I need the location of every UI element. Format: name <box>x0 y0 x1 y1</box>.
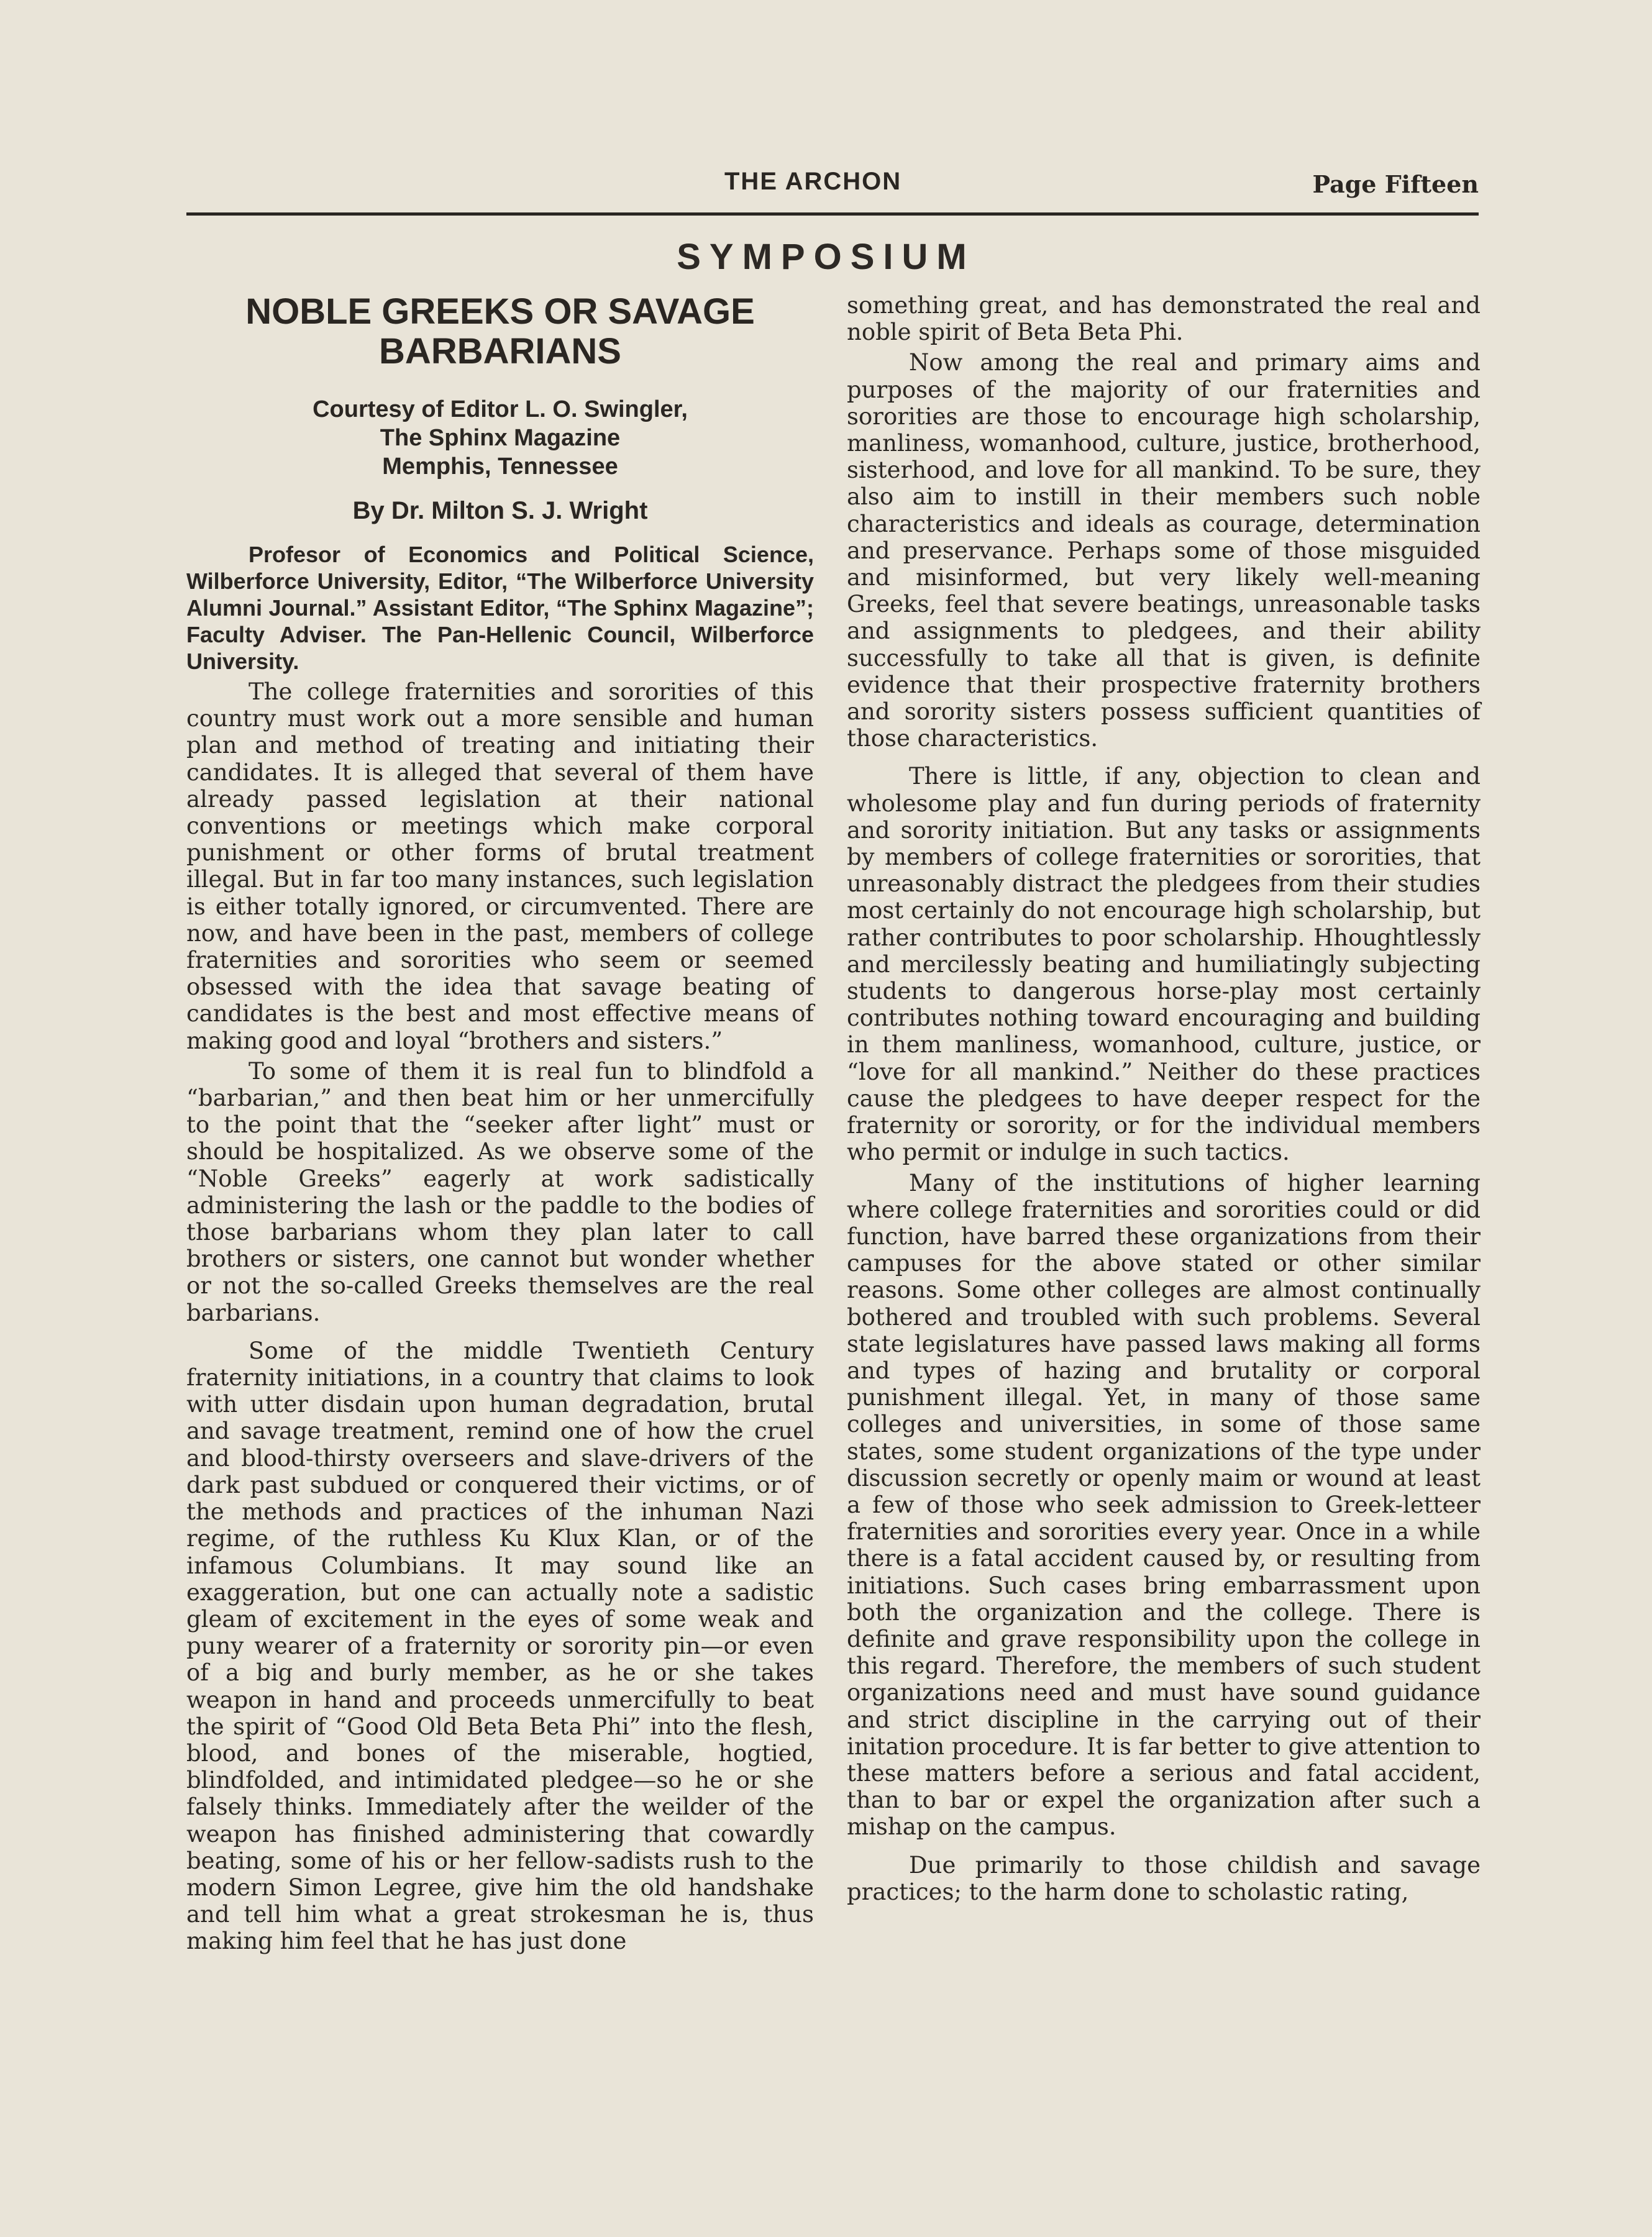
section-title: SYMPOSIUM <box>677 237 975 277</box>
article-title: NOBLE GREEKS OR SAVAGE BARBARIANS <box>245 291 755 371</box>
body-paragraph: Some of the middle Twentieth Century fraternity initiations, in a country that claims to look with utter disdain upon human degradation, brutal and savage treatment, remind one of how the cruel and blood-thirsty overseers and slave-drivers of the dark past subdued or conquered their victims, or of the methods and practices of the inhuman Nazi regime, of the ruthless Ku Klux Klan, or of the infamous Columbians. It may sound like an exaggeration, but one can actually note a sadistic gleam of excitement in the eyes of some weak and puny wearer of a fraternity or sorority pin—or even of a big and burly member, as he or she takes weapon in hand and proceeds unmercifully to beat the spirit of “Good Old Beta Beta Phi” into the flesh, blood, and bones of the miserable, hogtied, blindfolded, and intimidated pledgee—so he or she falsely thinks. Immediately after the weilder of the weapon has finished administering that cowardly beating, some of his or her fellow-sadists rush to the modern Simon Legree, give him the old handshake and tell him what a great strokesman he is, thus making him feel that he has just done <box>186 1337 814 1955</box>
body-paragraph: The college fraternities and sororities of this country must work out a more sensible and human plan and method of treating and initiating their candidates. It is alleged that several of them have already passed legislation at their national conventions or meetings which make corporal punishment or other forms of brutal treatment illegal. But in far too many instances, such legislation is either totally ignored, or circumvented. There are now, and have been in the past, members of college fraternities and sororities who seem or seemed obsessed with the idea that savage beating of candidates is the best and most effective means of making good and loyal “brothers and sisters.” <box>186 678 814 1054</box>
credit-block <box>186 395 814 481</box>
body-paragraph: To some of them it is real fun to blindfold a “barbarian,” and then beat him or her unmercifully to the point that the “seeker after light” must or should be hospitalized. As we observe some of the “Noble Greeks” eagerly at work sadistically administering the lash or the paddle to the bodies of those barbarians whom they plan later to call brothers or sisters, one cannot but wonder whether or not the so-called Greeks themselves are the real barbarians. <box>186 1057 814 1326</box>
credit-line: Courtesy of Editor L. O. Swingler, <box>313 396 688 422</box>
author-bio: Profesor of Economics and Political Science, Wilberforce University, Editor, “The Wilberforce University Alumni Journal.” Assistant Editor, “The Sphinx Magazine”; Faculty Adviser. The Pan-Hellenic Council, Wilberforce University. <box>186 542 814 674</box>
byline: By Dr. Milton S. J. Wright <box>352 497 648 524</box>
magazine-title: THE ARCHON <box>724 168 902 195</box>
body-paragraph: something great, and has demonstrated the real and noble spirit of Beta Beta Phi. <box>847 292 1481 346</box>
body-paragraph: Many of the institutions of higher learning where college fraternities and sororities could or did function, have barred these organizations from their campuses for the above stated or other similar reasons. Some other colleges are almost continually bothered and troubled with such problems. Several state legislatures have passed laws making all forms and types of hazing and brutality or corporal punishment illegal. Yet, in many of those same colleges and universities, in some of those same states, some student organizations of the type under discussion secretly or openly maim or wound at least a few of those who seek admission to Greek-letteer fraternities and sororities every year. Once in a while there is a fatal accident caused by, or resulting from initiations. Such cases bring embarrassment upon both the organization and the college. There is definite and grave responsibility upon the college in this regard. Therefore, the members of such student organizations need and must have sound guidance and strict discipline in the carrying out of their initation procedure. It is far better to give attention to these matters before a serious and fatal accident, than to bar or expel the organization after such a mishap on the campus. <box>847 1169 1481 1841</box>
header-rule <box>186 212 1479 216</box>
right-column <box>847 292 1481 1905</box>
credit-line: The Sphinx Magazine <box>380 425 621 451</box>
credit-line: Memphis, Tennessee <box>382 453 618 480</box>
body-paragraph: Now among the real and primary aims and purposes of the majority of our fraternities and sororities are those to encourage high scholarship, manliness, womanhood, culture, justice, brotherhood, sisterhood, and love for all mankind. To be sure, they also aim to instill in their members such noble characteristics and ideals as courage, determination and preservance. Perhaps some of those misguided and misinformed, but very likely well-meaning Greeks, feel that severe beatings, unreasonable tasks and assignments to pledgees, and their ability successfully to take all that is given, is definite evidence that their prospective fraternity brothers and sorority sisters possess sufficient quantities of those characteristics. <box>847 349 1481 752</box>
page-header <box>186 163 1479 200</box>
page-number: Page Fifteen <box>1312 170 1479 198</box>
body-paragraph: There is little, if any, objection to clean and wholesome play and fun during periods of fraternity and sorority initiation. But any tasks or assignments by members of college fraternities or sororities, that unreasonably distract the pledgees from their studies most certainly do not encourage high scholarship, but rather contributes to poor scholarship. Hhoughtlessly and mercilessly beating and humiliatingly subjecting students to dangerous horse-play most certainly contributes nothing toward encouraging and building in them manliness, womanhood, culture, justice, or “love for all mankind.” Neither do these practices cause the pledgees to have deeper respect for the fraternity or sorority, or for the individual members who permit or indulge in such tactics. <box>847 763 1481 1166</box>
body-paragraph: Due primarily to those childish and savage practices; to the harm done to scholastic rating, <box>847 1851 1481 1905</box>
left-column <box>186 292 814 1955</box>
